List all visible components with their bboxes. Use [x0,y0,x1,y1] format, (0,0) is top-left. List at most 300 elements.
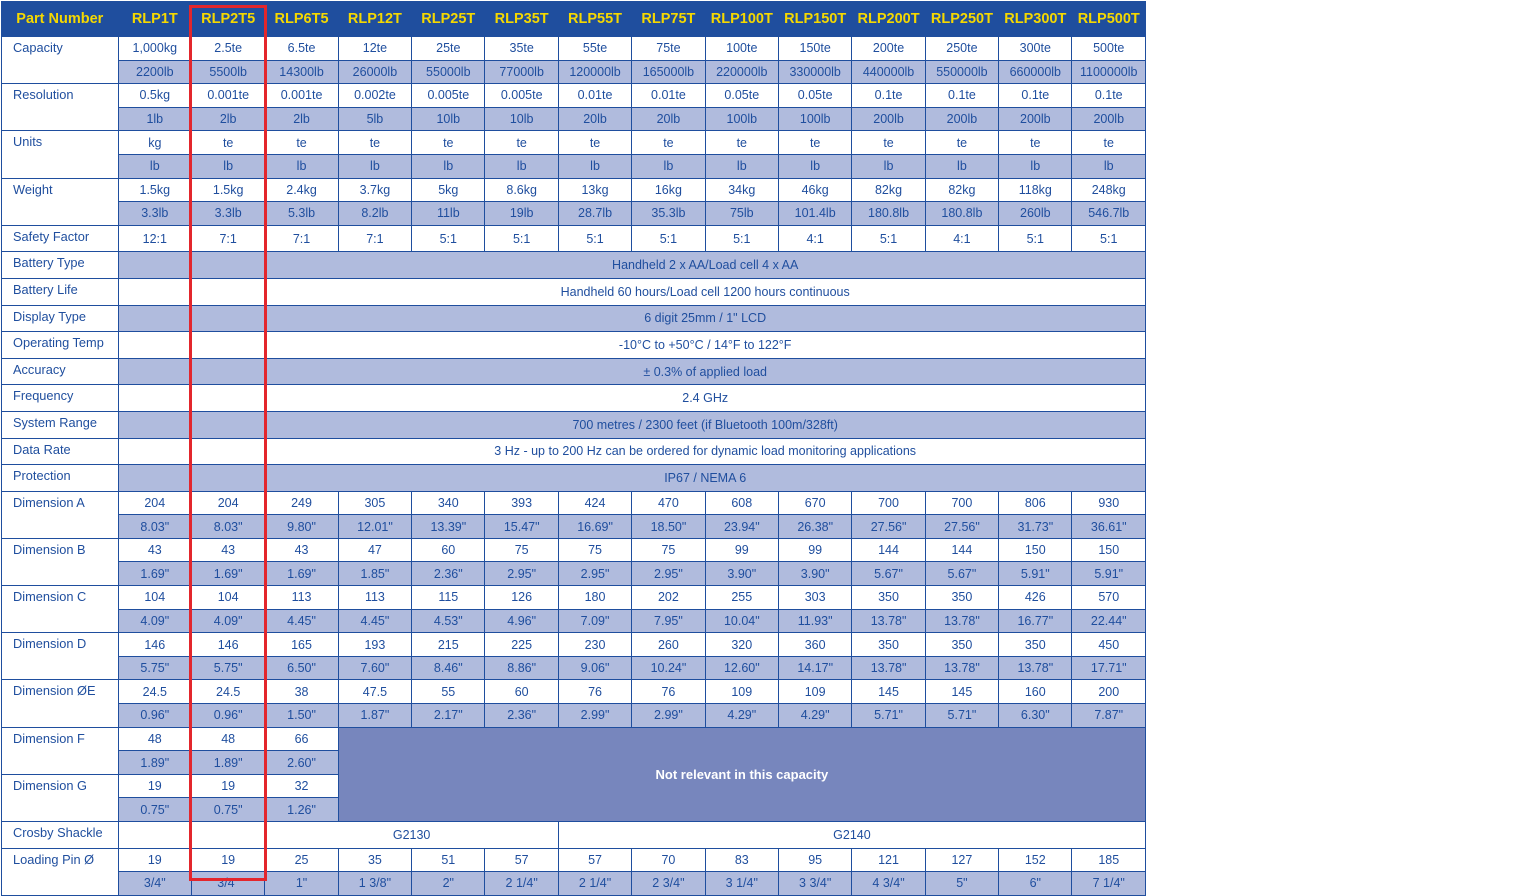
table-cell: te [265,131,338,155]
table-cell: 5:1 [558,225,631,252]
table-cell: 200lb [852,107,925,131]
table-cell: 113 [265,586,338,610]
table-cell: 2" [412,872,485,896]
table-cell: 24.5 [118,680,191,704]
header-row [2,2,1146,37]
empty-cell [191,278,264,305]
spec-row [2,202,1146,226]
table-cell: 426 [999,586,1072,610]
table-cell: te [705,131,778,155]
table-cell: lb [705,154,778,178]
table-cell: 113 [338,586,411,610]
table-cell: 75te [632,37,705,61]
table-cell: 43 [118,538,191,562]
table-cell: 165 [265,633,338,657]
table-cell: 8.86" [485,656,558,680]
table-cell: 180.8lb [925,202,998,226]
table-cell: 70 [632,848,705,872]
table-cell: 47 [338,538,411,562]
table-cell: lb [1072,154,1146,178]
table-cell: te [1072,131,1146,155]
table-cell: 5.91" [999,562,1072,586]
table-cell: 9.80" [265,515,338,539]
row-label: Battery Life [2,278,119,305]
common-spec-row [2,358,1146,385]
table-cell: 7.87" [1072,704,1146,728]
table-cell: 3.90" [705,562,778,586]
empty-cell [191,252,264,279]
table-cell: 202 [632,586,705,610]
spec-row [2,37,1146,61]
model-header: RLP6T5 [265,2,338,37]
table-cell: 11lb [412,202,485,226]
table-cell: 2.99" [632,704,705,728]
table-cell: 5lb [338,107,411,131]
table-cell: 47.5 [338,680,411,704]
table-cell: 99 [778,538,851,562]
table-cell: 99 [705,538,778,562]
table-cell: 2.60" [265,751,338,775]
spec-table [1,1,1146,896]
table-cell: 3/4" [118,872,191,896]
row-label: Protection [2,465,119,492]
table-cell: 360 [778,633,851,657]
not-relevant-cell: Not relevant in this capacity [338,727,1145,821]
table-cell: 4 3/4" [852,872,925,896]
table-cell: 470 [632,491,705,515]
row-label: Dimension A [2,491,119,538]
table-cell: 350 [999,633,1072,657]
table-cell: 5:1 [632,225,705,252]
row-label: Weight [2,178,119,225]
table-cell: 2.99" [558,704,631,728]
row-label: Operating Temp [2,332,119,359]
row-label: Dimension C [2,586,119,633]
table-cell: 17.71" [1072,656,1146,680]
model-header: RLP200T [852,2,925,37]
table-cell: 546.7lb [1072,202,1146,226]
table-cell: 126 [485,586,558,610]
common-value-cell: 700 metres / 2300 feet (if Bluetooth 100m/328ft) [265,411,1146,438]
table-cell: 350 [852,586,925,610]
table-cell: 6.50" [265,656,338,680]
table-cell: 4.45" [265,609,338,633]
empty-cell [191,465,264,492]
table-cell: te [778,131,851,155]
table-cell: 2 1/4" [558,872,631,896]
table-cell: 13.78" [925,656,998,680]
row-label: Dimension B [2,538,119,585]
table-cell: 260 [632,633,705,657]
table-cell: 12.60" [705,656,778,680]
table-cell: 0.05te [705,84,778,108]
table-cell: 28.7lb [558,202,631,226]
model-header: RLP25T [412,2,485,37]
common-spec-row [2,278,1146,305]
table-cell: 32 [265,774,338,798]
table-cell: 0.001te [265,84,338,108]
table-cell: te [925,131,998,155]
empty-cell [118,358,191,385]
table-cell: 220000lb [705,60,778,84]
table-cell: 5.75" [118,656,191,680]
table-cell: te [558,131,631,155]
table-cell: 19lb [485,202,558,226]
table-cell: 10.04" [705,609,778,633]
loading-pin-row [2,848,1146,872]
spec-body [2,37,1146,896]
row-label: Frequency [2,385,119,412]
table-cell: 2.36" [485,704,558,728]
model-header: RLP2T5 [191,2,264,37]
table-cell: 16.69" [558,515,631,539]
table-cell: 24.5 [191,680,264,704]
table-cell: 83 [705,848,778,872]
table-cell: te [632,131,705,155]
table-cell: 5.75" [191,656,264,680]
table-cell: 5:1 [852,225,925,252]
row-label: Dimension F [2,727,119,774]
common-value-cell: ± 0.3% of applied load [265,358,1146,385]
common-spec-row [2,252,1146,279]
table-cell: lb [558,154,631,178]
table-cell: te [852,131,925,155]
table-cell: 2lb [191,107,264,131]
table-cell: 146 [118,633,191,657]
empty-cell [118,278,191,305]
table-cell: 5.3lb [265,202,338,226]
table-cell: 1.5kg [191,178,264,202]
table-cell: 25 [265,848,338,872]
empty-cell [191,305,264,332]
table-cell: 10lb [485,107,558,131]
table-cell: 3/4" [191,872,264,896]
table-cell: 16kg [632,178,705,202]
table-cell: 104 [191,586,264,610]
table-cell: 5.71" [852,704,925,728]
table-cell: 144 [852,538,925,562]
table-cell: 0.1te [925,84,998,108]
table-cell: 115 [412,586,485,610]
table-cell: 5:1 [485,225,558,252]
loading-pin-row [2,872,1146,896]
table-cell: 100te [705,37,778,61]
table-cell: 303 [778,586,851,610]
table-cell: 2 3/4" [632,872,705,896]
table-cell: 5kg [412,178,485,202]
table-cell: 5:1 [999,225,1072,252]
table-cell: 2.36" [412,562,485,586]
table-cell: 204 [191,491,264,515]
table-cell: 23.94" [705,515,778,539]
table-cell: lb [778,154,851,178]
table-cell: 1.69" [265,562,338,586]
table-cell: 1.69" [191,562,264,586]
table-cell: te [338,131,411,155]
table-cell: 200lb [999,107,1072,131]
table-cell: 18.50" [632,515,705,539]
common-value-cell: Handheld 60 hours/Load cell 1200 hours continuous [265,278,1146,305]
table-cell: 51 [412,848,485,872]
table-cell: 160 [999,680,1072,704]
table-cell: 145 [925,680,998,704]
table-cell: lb [999,154,1072,178]
table-cell: 120000lb [558,60,631,84]
table-cell: 35te [485,37,558,61]
table-cell: 5.67" [925,562,998,586]
table-cell: 8.6kg [485,178,558,202]
table-cell: 127 [925,848,998,872]
table-cell: 1.26" [265,798,338,822]
table-cell: 109 [705,680,778,704]
table-cell: 75 [632,538,705,562]
table-cell: 8.03" [118,515,191,539]
empty-cell [191,332,264,359]
table-cell: 13.78" [852,656,925,680]
table-cell: 19 [191,848,264,872]
table-cell: 0.05te [778,84,851,108]
spec-row [2,131,1146,155]
table-cell: 20lb [632,107,705,131]
table-cell: 22.44" [1072,609,1146,633]
dimension-row [2,562,1146,586]
table-cell: 1100000lb [1072,60,1146,84]
table-cell: 57 [485,848,558,872]
table-cell: 165000lb [632,60,705,84]
shackle-row [2,822,1146,849]
empty-cell [118,305,191,332]
table-cell: 500te [1072,37,1146,61]
table-cell: 118kg [999,178,1072,202]
table-cell: 100lb [705,107,778,131]
table-cell: 570 [1072,586,1146,610]
common-spec-row [2,385,1146,412]
table-cell: 1.87" [338,704,411,728]
common-spec-row [2,332,1146,359]
model-header: RLP1T [118,2,191,37]
table-cell: 424 [558,491,631,515]
table-cell: 57 [558,848,631,872]
table-cell: 3 3/4" [778,872,851,896]
table-cell: 20lb [558,107,631,131]
table-cell: 305 [338,491,411,515]
model-header: RLP75T [632,2,705,37]
table-cell: 660000lb [999,60,1072,84]
table-cell: 255 [705,586,778,610]
table-cell: 806 [999,491,1072,515]
table-cell: 440000lb [852,60,925,84]
table-cell: 1.69" [118,562,191,586]
table-cell: 6.30" [999,704,1072,728]
empty-cell [191,385,264,412]
table-cell: 104 [118,586,191,610]
empty-cell [191,438,264,465]
table-cell: 1lb [118,107,191,131]
common-spec-row [2,305,1146,332]
table-cell: 1.89" [191,751,264,775]
table-cell: 2.5te [191,37,264,61]
table-cell: 8.03" [191,515,264,539]
table-cell: 0.01te [632,84,705,108]
table-cell: 2.95" [485,562,558,586]
table-cell: 43 [191,538,264,562]
table-cell: 152 [999,848,1072,872]
table-cell: 5:1 [705,225,778,252]
table-cell: 75 [558,538,631,562]
table-cell: 204 [118,491,191,515]
table-cell: 4.96" [485,609,558,633]
table-cell: 144 [925,538,998,562]
table-cell: 3.3lb [191,202,264,226]
table-cell: 13.78" [999,656,1072,680]
empty-cell [191,358,264,385]
table-cell: 43 [265,538,338,562]
empty-cell [118,332,191,359]
table-cell: 4.53" [412,609,485,633]
table-cell: 2.17" [412,704,485,728]
table-cell: kg [118,131,191,155]
table-cell: 1.5kg [118,178,191,202]
table-cell: 60 [485,680,558,704]
dimension-row [2,656,1146,680]
table-cell: 185 [1072,848,1146,872]
table-cell: 19 [118,774,191,798]
table-cell: 9.06" [558,656,631,680]
table-cell: 150 [999,538,1072,562]
table-cell: te [999,131,1072,155]
row-label: Battery Type [2,252,119,279]
table-cell: 12te [338,37,411,61]
table-cell: 3.90" [778,562,851,586]
table-cell: 48 [118,727,191,751]
table-cell: 77000lb [485,60,558,84]
table-cell: 3 1/4" [705,872,778,896]
table-cell: 0.1te [999,84,1072,108]
table-cell: 300te [999,37,1072,61]
table-cell: lb [632,154,705,178]
table-cell: 2.95" [558,562,631,586]
table-cell: 10.24" [632,656,705,680]
table-cell: 2 1/4" [485,872,558,896]
row-label: Dimension ØE [2,680,119,727]
table-cell: lb [412,154,485,178]
table-cell: lb [925,154,998,178]
table-cell: 249 [265,491,338,515]
empty-cell [118,822,191,849]
table-cell: 13kg [558,178,631,202]
table-cell: 0.005te [412,84,485,108]
row-label: Data Rate [2,438,119,465]
table-cell: lb [265,154,338,178]
table-cell: 6.5te [265,37,338,61]
spec-row [2,84,1146,108]
row-label: Display Type [2,305,119,332]
table-cell: 19 [191,774,264,798]
table-cell: 7.09" [558,609,631,633]
model-header: RLP12T [338,2,411,37]
common-value-cell: 3 Hz - up to 200 Hz can be ordered for dynamic load monitoring applications [265,438,1146,465]
table-cell: 16.77" [999,609,1072,633]
table-cell: 55000lb [412,60,485,84]
table-cell: 55te [558,37,631,61]
table-cell: te [485,131,558,155]
spec-row [2,154,1146,178]
table-cell: 5" [925,872,998,896]
empty-cell [118,252,191,279]
table-cell: 3.7kg [338,178,411,202]
table-cell: 7 1/4" [1072,872,1146,896]
model-header: RLP35T [485,2,558,37]
table-cell: 215 [412,633,485,657]
row-label: Safety Factor [2,225,119,252]
table-cell: 5.71" [925,704,998,728]
table-cell: 10lb [412,107,485,131]
table-cell: 46kg [778,178,851,202]
table-cell: 2.4kg [265,178,338,202]
table-cell: 330000lb [778,60,851,84]
model-header: RLP55T [558,2,631,37]
table-cell: 15.47" [485,515,558,539]
model-header: RLP300T [999,2,1072,37]
common-value-cell: Handheld 2 x AA/Load cell 4 x AA [265,252,1146,279]
table-cell: 225 [485,633,558,657]
table-cell: 145 [852,680,925,704]
table-cell: 14.17" [778,656,851,680]
table-cell: 150 [1072,538,1146,562]
table-cell: 4:1 [925,225,998,252]
common-spec-row [2,465,1146,492]
table-cell: te [412,131,485,155]
empty-cell [118,385,191,412]
row-label: Dimension D [2,633,119,680]
row-label: Loading Pin Ø [2,848,119,895]
table-cell: 66 [265,727,338,751]
spec-row [2,107,1146,131]
table-cell: 35.3lb [632,202,705,226]
table-cell: 0.1te [1072,84,1146,108]
model-header: RLP500T [1072,2,1146,37]
dimension-row [2,704,1146,728]
table-cell: 393 [485,491,558,515]
table-cell: 350 [852,633,925,657]
empty-cell [118,438,191,465]
table-cell: 100lb [778,107,851,131]
table-cell: 5.67" [852,562,925,586]
table-cell: 350 [925,586,998,610]
table-cell: 146 [191,633,264,657]
table-cell: 250te [925,37,998,61]
table-cell: 4.29" [778,704,851,728]
table-cell: 550000lb [925,60,998,84]
table-cell: 35 [338,848,411,872]
table-cell: 27.56" [852,515,925,539]
table-cell: 13.78" [852,609,925,633]
table-cell: 75lb [705,202,778,226]
table-cell: 5500lb [191,60,264,84]
table-cell: 350 [925,633,998,657]
empty-cell [191,822,264,849]
table-cell: 4:1 [778,225,851,252]
table-cell: 11.93" [778,609,851,633]
table-cell: 6" [999,872,1072,896]
table-cell: 34kg [705,178,778,202]
part-number-header: Part Number [2,2,119,37]
spec-row [2,225,1146,252]
table-cell: 5.91" [1072,562,1146,586]
table-cell: 670 [778,491,851,515]
dimension-row [2,680,1146,704]
row-label: Units [2,131,119,178]
